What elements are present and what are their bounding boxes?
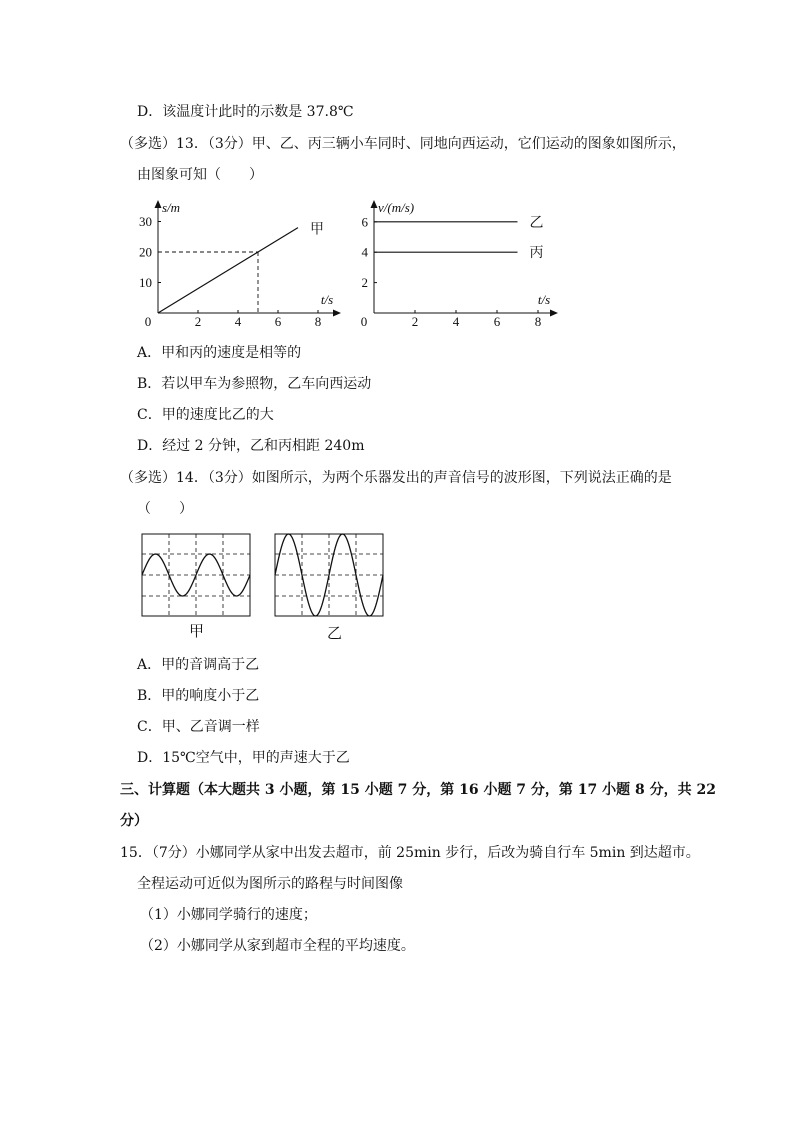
q15-line1: 15．（7分）小娜同学从家中出发去超市，前 25min 步行，后改为骑自行车 5min 到达超市。: [120, 845, 700, 861]
chart2-series-1-label: 丙: [529, 246, 544, 262]
chart2-x-tick-label: 6: [493, 314, 501, 329]
chart1-series-0-label: 甲: [310, 222, 324, 238]
chart1-y-label: s/m: [162, 200, 181, 215]
q13-option-c: C．甲的速度比乙的大: [137, 407, 274, 423]
q14-option-c: C．甲、乙音调一样: [137, 719, 260, 735]
chart1-y-tick-label: 30: [139, 214, 152, 229]
chart2-y-tick-label: 4: [361, 244, 368, 260]
q14-stem-line1: （多选）14．（3分）如图所示，为两个乐器发出的声音信号的波形图，下列说法正确的是: [120, 470, 672, 486]
chart2-series-0-label: 乙: [529, 215, 544, 231]
chart1-y-tick-label: 20: [139, 244, 152, 260]
waveform-label-yi: 乙: [327, 624, 343, 642]
chart1-x-tick-label: 2: [194, 314, 202, 329]
chart2-y-tick-label: 6: [361, 214, 368, 230]
chart1-y-tick-label: 10: [139, 275, 152, 290]
q14-option-d: D．15℃空气中，甲的声速大于乙: [137, 750, 350, 766]
q14-option-a: A．甲的音调高于乙: [137, 657, 260, 673]
q13-option-d: D．经过 2 分钟，乙和丙相距 240m: [137, 438, 365, 454]
q12-option-d: D．该温度计此时的示数是 37.8℃: [137, 104, 354, 120]
chart2-y-tick-label: 2: [361, 275, 368, 291]
q14-stem-line2: （ ）: [137, 501, 193, 517]
waveform-yi: [275, 534, 383, 616]
waveform-label-jia: 甲: [189, 622, 205, 640]
q13-stem-line1: （多选）13．（3分）甲、乙、丙三辆小车同时、同地向西运动，它们运动的图象如图所示，: [120, 136, 686, 152]
chart1-x-tick-label: 8: [314, 314, 322, 329]
waveform-jia: [142, 534, 250, 616]
section3-heading-line2: 分）: [120, 813, 148, 829]
section3-heading-line1: 三、计算题（本大题共 3 小题，第 15 小题 7 分，第 16 小题 7 分，第 17 小题 8 分，共 22: [120, 782, 717, 798]
chart2-x-tick-label: 8: [534, 314, 542, 329]
chart2-x-tick-label: 4: [452, 314, 460, 329]
q13-stem-line2: 由图象可知（ ）: [137, 167, 263, 183]
q15-sub2: （2）小娜同学从家到超市全程的平均速度。: [140, 938, 415, 954]
q15-line2: 全程运动可近似为图所示的路程与时间图像: [137, 876, 403, 892]
chart2-x-tick-label: 2: [411, 314, 419, 329]
q13-option-a: A．甲和丙的速度是相等的: [137, 345, 302, 361]
q14-option-b: B．甲的响度小于乙: [137, 688, 260, 704]
chart2-origin-label: 0: [360, 314, 368, 329]
q15-sub1: （1）小娜同学骑行的速度；: [140, 907, 317, 923]
chart2-x-label: t/s: [537, 292, 551, 307]
chart2-y-label: v/(m/s): [378, 200, 415, 215]
q13-option-b: B．若以甲车为参照物，乙车向西运动: [137, 376, 372, 392]
chart1-x-label: t/s: [320, 292, 334, 307]
chart1-x-tick-label: 4: [234, 314, 242, 329]
chart1-origin-label: 0: [144, 314, 152, 329]
chart1-x-tick-label: 6: [274, 314, 282, 329]
